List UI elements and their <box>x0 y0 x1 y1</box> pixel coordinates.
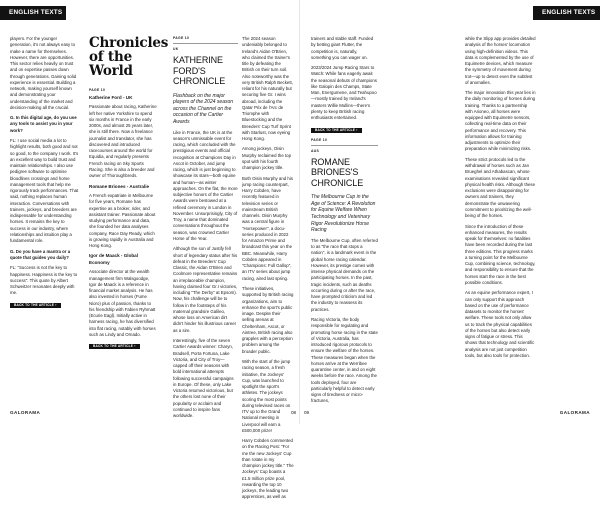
author-heading: Katherine Ford - UK <box>89 95 133 100</box>
paragraph: FL: "Success is not the key to happiness. Happiness is the key to success". This quote by Albert Schweitzer resonates deeply with me. <box>10 265 78 296</box>
paragraph: while the Slipp app provides detailed analysis of the horses' locomotion using high-definition videos. This data is complemented by the use of Equimetre devices, which measure the symmetry of movement during trot—up to detect even the subtlest of anomalies. <box>465 36 536 85</box>
region-label: UK <box>173 47 179 51</box>
page-number-left: 08 <box>291 410 297 415</box>
chronicle-headline: ROMANE BRIONES'S CHRONICLE <box>311 156 364 188</box>
paragraph: players. For the younger generation, it's not always easy to make a name for themselves. However, there are opportunities. This sector relies heavily on trust and on expertise passes down through generations. Gaining solid experience is essential. Building a network, making yourself known and demonstrating your understanding of the market and decision-making all the crucial. <box>10 36 77 110</box>
back-to-article-button[interactable] <box>311 128 362 133</box>
paragraph: 2023/2024 Jump Racing Stars to Watch: While fans eagerly await the seasonal debuts of champions like Galopin des Champs, State Man, Energumene, and Teahupoo—mostly trained by Ireland's masters Willie Mullins—there's plenty to keep British racing enthusiasts entertained. <box>311 65 377 121</box>
paragraph: trainers and stable staff. Funded by betting giant Flutter, the competition is, naturally, something you can wager on. <box>311 36 374 60</box>
chronicles-sidebar <box>89 35 169 354</box>
paragraph: A French expatriate in Melbourne for five years, Romane has expertise as a broker, rider, and assistant trainer. Passionate about studying performance and data, she founded her data analyses company, Race Day Ready, which is growing rapidly in Australia and Hong Kong. <box>89 193 156 248</box>
chronicle-intro: The Melbourne Cup in the Age of Science: A Revolution for Equine Welfare When Technology and Veterinary Rigor Revolutionize Horse Racing <box>311 194 376 234</box>
author-heading: Romane Briones - Australie <box>89 183 150 189</box>
back-button-label: BACK TO THE ARTICLE <box>93 344 134 349</box>
paragraph: These strict protocols led to the withdrawal of horses such as Jan Brueghel and Athabascan, whose examinations revealed significant physical health risks. Although these exclusions were disappointing for owners and trainers, they demonstrate the unwavering commitment to prioritizing the well-being of the horses. <box>465 156 536 219</box>
back-to-article-button[interactable] <box>89 344 140 349</box>
aus-chronicle-column <box>311 36 378 409</box>
paragraph: With the start of the jump racing season, a fresh initiative, the Jockeys' Cup, was launched to spotlight the sport's athletes. The jockeys scoring the most points during televised races on ITV up to the Grand National meeting in Liverpool will earn a £500,000 prize! <box>242 359 291 433</box>
paragraph: The major innovation this year lies in the daily monitoring of horses during training. Thanks to a partnership with Arioneo, all horses were equipped with Equimetre sensors, collecting real-time data on their performance and recovery. This information allows for training adjustments to optimize their preparation while minimizing risks. <box>465 90 536 152</box>
paragraph: Among jockeys, Oisin Murphy reclaimed the top spot with his fourth champion jockey title. <box>242 146 292 171</box>
page-gutter <box>299 0 300 424</box>
paragraph: Although the son of Justify fell short of legendary status after his defeat in the Breeders' Cup Classic, the Aidan O'Brien and Coolmore representative remains an irreplaceable champion, having claimed four Gr.I victories, including "The Derby" at Epsom). Now, his challenge will be to follow in the footsteps of his maternal grandsire Galileo, whose loss on American dirt didn't hinder his illustrious career as a sire. <box>173 246 238 333</box>
arrow-right-icon: › <box>55 302 57 307</box>
aus-chronicle-continued <box>465 36 536 363</box>
uk-chronicle-continued <box>242 36 297 505</box>
arrow-right-icon: › <box>134 344 136 349</box>
paragraph: The 2024 season undeniably belonged to Ireland's Aidan O'Brien, who claimed the trainer's title by defeating the British on their turn soil. Also noteworthy was the very British Ralph Beckett, reliant for his naturally but securing five Gr. I wins abroad, including the Qatar Prix de l'Arc de Triomphe with Bluestocking and the Breeders' Cup Turf Sprint with Starlust, now eyeing Hong Kong. <box>242 36 293 141</box>
brand-footer-left: GALORAMA <box>10 410 41 415</box>
page-number-right: 09 <box>304 410 310 415</box>
paragraph: Interestingly, five of the seven Cartier Awards winner: Charyn, Bradsell, Porta Fortuna, Lake Victoria, and City of Troy—capped off their seasons with bold international attempts following successful campaigns in Europe. Of these, only Lake Victoria returned victorious, but the others lost none of their popularity or acclaim and continued to inspire fans worldwide. <box>173 338 234 419</box>
paragraph: FL: I use social media a lot to highlight results, both good and not so good, to the company I work. It's an excellent way to build trust and maintain relationships. I also use pedigree software to optimise bloodlines crossings and horse management tools that help me rigorously track performances. That said, nothing replaces human interaction. Conversations with trainers, jockeys, and breeders are indispensable for understanding horses. It remains the key to success in our industry, where relationships and intuition play a fundamental role. <box>10 138 79 244</box>
paragraph: Like in France, the UK is at the season's unmissable event for racing, which concluded with the prestigious events and official recognition at Champions Day in Ascot in October, and jump racing, which is just beginning to showcase its stars—both equine and human—as winter approaches. On the flat, the more subjective honors of the Cartier Awards were bestowed at a refined ceremony in London in November. Unsurprisingly, City of Troy, a name that dominated conversations throughout the season, was crowned Cartier Horse of the Year. <box>173 129 238 241</box>
paragraph: Racing Victoria, the body responsible for regulating and promoting horse racing in the state of Victoria, Australia, has introduced rigorous protocols to ensure the welfare of the horses. These measures began when the horses arrive at the Werribee quarantine center, in and on eight weeks before the race. Among the tools deployed, four are particularly helpful to detect early signs of tiredness or micro-fractures, <box>311 317 378 404</box>
paragraph: As an equine performance expert, I can only support this approach based on the use of performance datasets to monitor the horses' welfare. These tools not only allow us to track the physical capabilities of the horses but also detect early signs of fatigue or stress. This shows that technology and scientific analysis are not just competition tools, but also tools for protection. <box>465 290 535 358</box>
paragraph: Both Oisin Murphy and his jump racing counterpart, Harry Cobden, have recently featured in television series or mainstream British channels. Oisin Murphy was a central figure in "Horsepower", a docu-series produced in 2022 for Amazon Prime and broadcast this year on the BBC. Meanwhile, Harry Cobden appeared in "Champions: Full Gallop", an ITV series about jump racing, aired last spring. <box>242 175 293 281</box>
paragraph: The Melbourne Cup, often referred to as "the race that stops a nation", is a landmark event in the global horse racing calendar. However, its prestige comes with intense physical demands on the participating horses. In the past, tragic incidents, such as deaths occurring during or after the race, have prompted criticism and led the industry to reassess its practices. <box>311 237 378 312</box>
page-link-label[interactable]: PAGE 10 <box>311 137 328 142</box>
author-heading: Igor de Maack - Global Economy <box>89 253 139 265</box>
brand-footer-right: GALORAMA <box>559 410 590 415</box>
question: G. Do you have a mantra or a quote that guides you daily? <box>10 248 71 260</box>
back-button-label: BACK TO THE ARTICLE <box>315 127 356 132</box>
region-label: AUS <box>311 148 320 153</box>
section-tab-right: ENGLISH TEXTS <box>533 6 600 20</box>
question: G. In this digital age, do you use any tools to assist you in your work? <box>10 115 77 133</box>
uk-chronicle-column <box>173 36 238 423</box>
paragraph: Since the introduction of these enhanced measures, the results speak for themselves: no fatalities have been recorded during the last three editions. This progress marks a turning point for the Melbourne Cup, combining science, technology, and responsibility to ensure that the horses start the race in the best possible conditions. <box>465 223 536 285</box>
page-link-label[interactable]: PAGE 10 <box>89 88 106 92</box>
section-tab-left: ENGLISH TEXTS <box>0 6 66 20</box>
page-link-label[interactable]: PAGE 10 <box>173 36 190 40</box>
interview-column <box>10 36 79 313</box>
paragraph: These initiatives, supported by British racing organizations, aim to enhance the sport's public image. Despite their selling arenas at Cheltenham, Ascot, or Aintree, British racing also grapples with a perception problem among the broader public. <box>242 286 294 354</box>
back-to-article-button[interactable] <box>10 303 61 308</box>
chronicle-intro: Flashback on the major players of the 2024 season across the Channel on the occasion of the Cartier Awards <box>173 92 234 125</box>
chronicle-headline: KATHERINE FORD'S CHRONICLE <box>173 55 226 86</box>
paragraph: Associate director at the wealth management firm Walsgoodge, Igor de Maack is a reference in financial market analysis. He has also invested in horses (Fume Nioro) plus of passion, thanks to his friendship with Fabien Ryhmatt (Ecurie Eagl). Initially active in harness racing, he has diversified into flat racing, notably with horses such as Lindy and Ornado. <box>89 269 156 337</box>
arrow-right-icon: › <box>356 127 358 132</box>
chronicles-title: Chronicles of the World <box>89 35 169 79</box>
paragraph: Passionate about racing, Katherine left her native Yorkshire to spend six months in France in the early 2000s, and almost 25 years later, she is still there. Now a freelance journalist and translator, she has discovered and introduced racecourses around the world for Equidia, and regularly presents French racing on Sky Sports Racing. She is also a breeder and owner of Thoroughbreds. <box>89 104 157 179</box>
back-button-label: BACK TO THE ARTICLE <box>14 302 55 307</box>
paragraph: Harry Cobden commented on the Racing Post: "For me the new Jockeys' Cup than rotate in my champion jockey title." The Jockeys' Cup boasts a £1.5 million prize pool, rewarding the top 10 jockeys, the leading two apprentices, as well as <box>242 438 294 500</box>
